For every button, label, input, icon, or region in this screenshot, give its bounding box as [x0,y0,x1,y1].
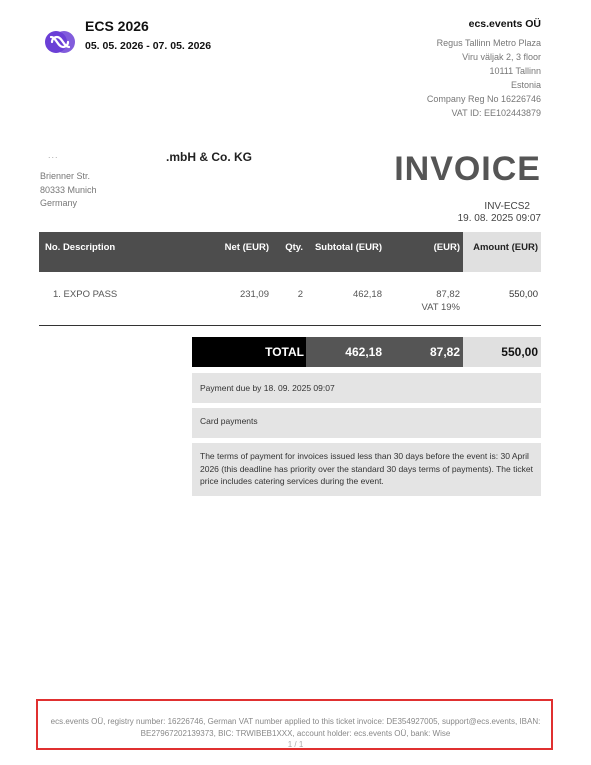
invoice-title: INVOICE [394,150,541,188]
client-address-line: 80333 Munich [40,184,97,195]
payment-terms-note: The terms of payment for invoices issued less than 30 days before the event is: 30 April 2026 (this deadline has priority over the standard 30 days terms of payments). The ticket price includes catering services during the event. [192,443,541,496]
page-number: 1 / 1 [287,740,304,749]
company-vat-id: VAT ID: EE102443879 [451,108,541,118]
client-name-redacted: ... [48,150,59,160]
company-block [341,17,541,120]
header-net: Net (EUR) [224,242,269,253]
event-title: ECS 2026 [85,18,149,34]
total-subtotal: 462,18 [345,345,382,359]
row-net: 231,09 [239,289,269,300]
total-vat: 87,82 [429,345,460,359]
invoice-date: 19. 08. 2025 09:07 [457,213,541,224]
header-subtotal: Subtotal (EUR) [314,242,382,253]
event-dates: 05. 05. 2026 - 07. 05. 2026 [85,40,212,52]
invoice-number: INV-ECS2 [484,201,530,212]
client-address [40,170,97,211]
footer-text: ecs.events OÜ, registry number: 16226746, German VAT number applied to this ticket invoice: DE354927005, support@ecs.events, IBAN: BE27967202139373, BIC: TRWIBEB1XXX, account holder: ecs.events OÜ, bank: Wise [50,717,541,738]
row-qty: 2 [297,289,303,300]
client-address-line: Brienner Str. [40,171,91,181]
row-description: 1. EXPO PASS [53,289,118,300]
company-name: ecs.events OÜ [468,18,541,30]
payment-method-note: Card payments [192,408,541,438]
header-amount: Amount (EUR) [473,242,538,253]
client-name: .mbH & Co. KG [166,150,252,164]
totals-bar [192,337,541,367]
total-label: TOTAL [265,345,304,359]
ecs-logo-icon [43,29,77,55]
row-amount: 550,00 [508,289,538,300]
company-address-line: Regus Tallinn Metro Plaza [436,38,541,48]
total-amount: 550,00 [501,345,538,359]
company-address-line: Viru väljak 2, 3 floor [462,52,541,62]
company-reg-no: Company Reg No 16226746 [426,94,541,104]
row-vat-rate: VAT 19% [421,302,460,313]
payment-due-note: Payment due by 18. 09. 2025 09:07 [192,373,541,403]
row-vat: 87,82 [436,289,460,300]
table-row [39,272,541,326]
items-table-header [39,232,541,272]
header-qty: Qty. [285,242,303,253]
client-address-line: Germany [40,198,78,208]
header-no-description: No. Description [45,242,116,253]
header-vat: (EUR) [433,242,460,253]
row-subtotal: 462,18 [352,289,382,300]
company-address-line: Estonia [510,80,541,90]
company-address-line: 10111 Tallinn [489,66,541,76]
